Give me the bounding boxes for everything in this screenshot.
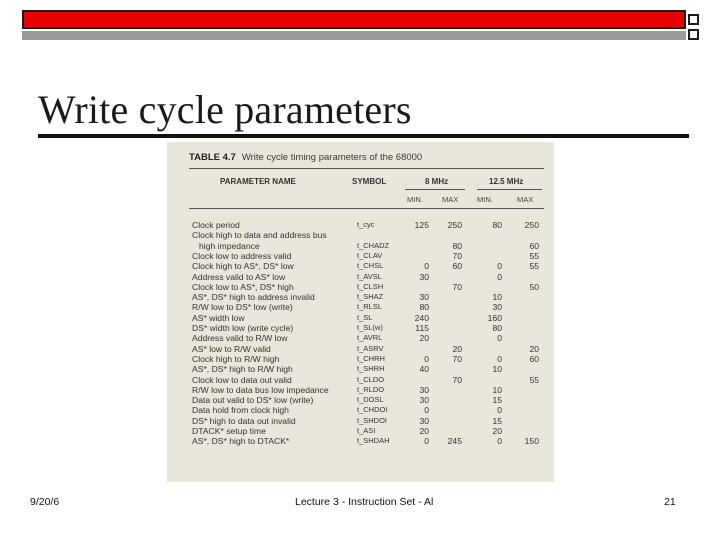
value-12mhz-max: 60 [529,353,539,364]
value-8mhz-max: 80 [452,240,462,251]
param-symbol: t_CHSL [357,261,384,271]
value-12mhz-min: 0 [497,261,502,272]
param-name: Clock high to R/W high [192,353,280,364]
value-12mhz-min: 30 [492,302,502,313]
param-name: high impedance [199,240,260,251]
param-symbol: t_AVRL [357,333,383,343]
param-name: Address valid to AS* low [192,271,286,282]
param-name: Clock low to address valid [192,250,292,261]
value-8mhz-max: 245 [447,436,462,447]
param-name: R/W low to data bus low impedance [192,384,329,395]
table-caption [189,152,422,163]
header-min-2: MIN. [477,195,493,204]
param-name: AS*, DS* high to DTACK* [192,436,290,447]
value-12mhz-max: 60 [529,240,539,251]
table-row [167,292,554,302]
param-symbol: t_SHAZ [357,292,384,302]
param-symbol: t_RLSL [357,302,383,312]
value-8mhz-min: 0 [424,405,429,416]
header-8mhz: 8 MHz [425,177,449,186]
param-name: AS*, DS* high to address invalid [192,292,315,303]
param-name: Clock period [192,220,240,230]
value-8mhz-min: 30 [419,415,429,426]
param-name: DS* high to data out invalid [192,415,296,426]
value-12mhz-max: 20 [529,343,539,354]
value-8mhz-min: 30 [419,384,429,395]
value-12mhz-max: 55 [529,250,539,261]
value-12mhz-min: 80 [492,220,502,230]
table-row [167,405,554,415]
header-max-1: MAX [442,195,459,204]
slide-title: Write cycle parameters [38,87,412,132]
value-8mhz-min: 0 [424,353,429,364]
page-number: 21 [664,496,676,508]
rule-8mhz [405,189,465,190]
table-row [167,323,554,333]
header-parameter-name: PARAMETER NAME [220,177,296,186]
header-12mhz: 12.5 MHz [489,177,524,186]
value-8mhz-min: 30 [419,271,429,282]
header-max-2: MAX [517,195,534,204]
param-name: R/W low to DS* low (write) [192,302,293,313]
param-name: Data out valid to DS* low (write) [192,395,314,406]
table-row [167,302,554,312]
scanned-table-image [167,142,554,482]
param-symbol: t_CLDO [357,374,385,384]
param-name: Clock low to AS*, DS* high [192,281,294,292]
param-symbol: t_SHDOI [357,415,388,425]
table-row [167,251,554,261]
value-8mhz-min: 0 [424,261,429,272]
value-12mhz-max: 50 [529,281,539,292]
table-row [167,344,554,354]
table-row [167,364,554,374]
table-caption-text: Write cycle timing parameters of the 68000 [241,152,423,163]
param-name: DTACK* setup time [192,426,266,436]
param-name: Clock low to data out valid [192,374,292,385]
value-8mhz-max: 70 [452,374,462,385]
param-symbol: t_CHRH [357,353,385,363]
value-12mhz-max: 250 [524,220,539,230]
param-symbol: t_SL [357,312,373,322]
table-row [167,333,554,343]
value-12mhz-max: 150 [524,436,539,447]
top-grey-bar [22,31,686,40]
title-underline [38,134,689,138]
rule-12mhz [477,189,542,190]
param-symbol: t_CLAV [357,250,383,260]
param-symbol: t_AVSL [357,271,382,281]
value-12mhz-min: 20 [492,426,502,436]
header-min-1: MIN. [407,195,423,204]
value-12mhz-min: 10 [492,384,502,395]
param-symbol: t_CHADZ [357,240,390,250]
value-8mhz-max: 70 [452,353,462,364]
param-name: AS*, DS* high to R/W high [192,364,293,375]
value-8mhz-min: 20 [419,426,429,436]
footer-title: Lecture 3 - Instruction Set - Al [295,496,434,508]
value-8mhz-min: 115 [415,323,429,333]
table-row [167,385,554,395]
param-name: Address valid to R/W low [192,333,288,344]
value-12mhz-min: 10 [492,364,502,375]
table-row [167,395,554,405]
param-symbol: t_SHDAH [357,436,390,446]
param-symbol: t_RLDO [357,384,385,394]
value-12mhz-max: 55 [529,374,539,385]
value-8mhz-min: 30 [419,292,429,303]
param-name: AS* low to R/W valid [192,343,271,354]
value-8mhz-min: 240 [414,312,429,323]
value-8mhz-max: 20 [452,343,462,354]
value-12mhz-min: 15 [492,415,502,426]
value-8mhz-max: 70 [452,281,462,292]
param-symbol: t_SL(w) [357,323,383,332]
value-8mhz-min: 20 [419,333,429,344]
footer-date: 9/20/6 [30,496,60,508]
param-symbol: t_CLSH [357,281,384,291]
table-row [167,313,554,323]
value-8mhz-min: 125 [414,220,429,230]
header-symbol: SYMBOL [352,177,387,186]
param-name: DS* width low (write cycle) [192,323,294,333]
value-8mhz-min: 40 [419,364,429,375]
table-row [167,426,554,436]
table-row [167,220,554,230]
param-symbol: t_CHDOI [357,405,388,415]
value-8mhz-max: 60 [452,261,462,272]
param-name: AS* width low [192,312,245,323]
param-symbol: t_SHRH [357,364,385,374]
value-12mhz-min: 0 [497,271,502,282]
value-12mhz-min: 0 [497,333,502,344]
param-name: Clock high to data and address bus [192,230,327,241]
param-name: Clock high to AS*, DS* low [192,261,294,272]
value-12mhz-min: 15 [492,395,502,406]
corner-square-bottom [688,29,699,40]
table-top-rule [189,168,544,169]
table-row [167,241,554,251]
value-8mhz-min: 80 [419,302,429,313]
table-caption-label: TABLE 4.7 [189,152,236,163]
param-symbol: t_cyc [357,220,375,229]
table-row [167,354,554,364]
value-8mhz-min: 0 [424,436,429,447]
param-symbol: t_ASI [357,426,376,435]
param-symbol: t_ASRV [357,343,384,353]
value-12mhz-max: 55 [529,261,539,272]
table-row [167,272,554,282]
value-12mhz-min: 0 [497,353,502,364]
value-12mhz-min: 0 [497,405,502,416]
param-symbol: t_DOSL [357,395,384,405]
value-12mhz-min: 10 [492,292,502,303]
value-12mhz-min: 160 [487,312,502,323]
table-row [167,375,554,385]
table-row [167,436,554,446]
top-accent-bar [22,10,686,29]
table-row [167,282,554,292]
param-name: Data hold from clock high [192,405,289,416]
corner-square-top [688,14,699,25]
table-row [167,230,554,240]
value-12mhz-min: 0 [497,436,502,447]
header-bottom-rule [189,208,544,209]
value-12mhz-min: 80 [492,323,502,333]
value-8mhz-max: 250 [447,220,462,230]
table-row [167,416,554,426]
table-row [167,261,554,271]
value-8mhz-min: 30 [419,395,429,406]
value-8mhz-max: 70 [452,250,462,261]
